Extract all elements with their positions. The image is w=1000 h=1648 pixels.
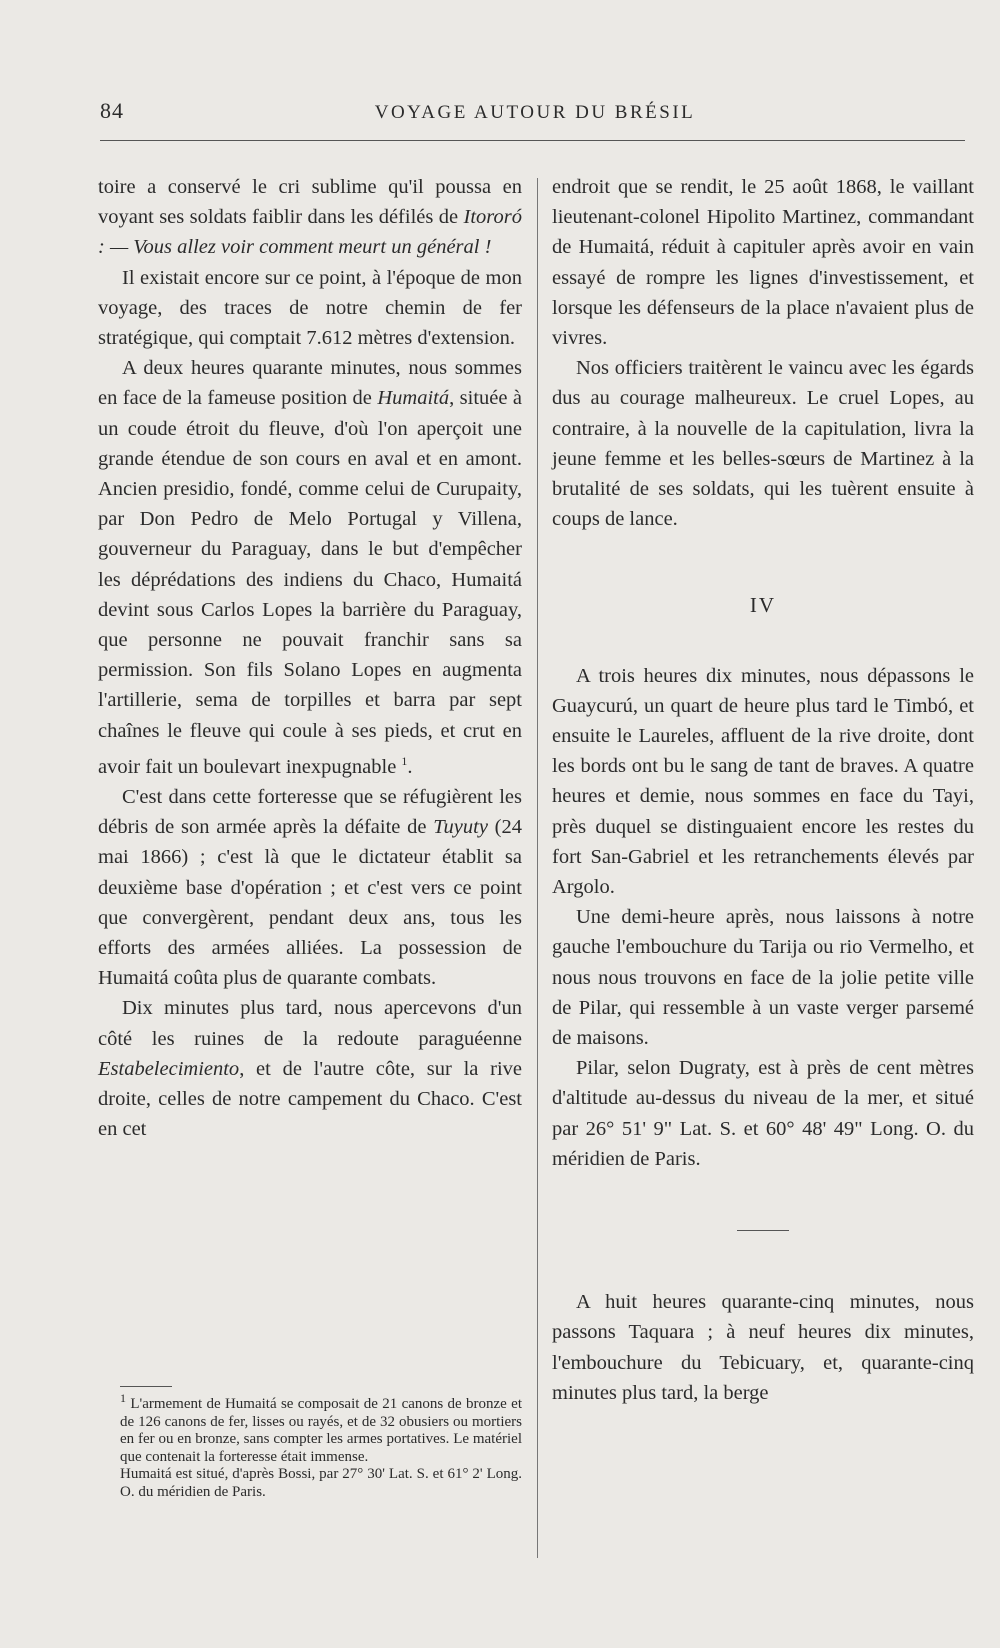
left-paragraph-4: C'est dans cette forteresse que se réfugièrent les débris de son armée après la défaite de Tuyuty (24 mai 1866) ; c'est là que le dictateur établit sa deuxième base d'opération ; et c'est vers ce point que convergèrent, pendant deux ans, tous les efforts des armées alliées. La possession de Humaitá coûta plus de quarante combats. [98, 785, 523, 990]
right-paragraph-1: endroit que se rendit, le 25 août 1868, le vaillant lieutenant-colonel Hipolito Martinez, commandant de Humaitá, réduit à capituler après avoir en vain essayé de rompre les lignes d'investissement, et lorsque les défenseurs de la place n'avaient plus de vivres. [552, 176, 974, 350]
right-paragraph-5: Pilar, selon Dugraty, est à près de cent mètres d'altitude au-dessus du niveau de la mer, et situé par 26° 51' 9" Lat. S. et 60° 48' 49" Long. O. du méridien de Paris. [552, 1057, 974, 1170]
footnotes [120, 1390, 522, 1501]
header-rule [100, 140, 965, 141]
left-paragraph-5: Dix minutes plus tard, nous apercevons d'un côté les ruines de la redoute paraguéenne Estabelecimiento, et de l'autre côte, sur la rive droite, celles de notre campement du Chaco. C'est en cet [98, 997, 522, 1141]
left-paragraph-2: Il existait encore sur ce point, à l'époque de mon voyage, des traces de notre chemin de fer stratégique, qui comptait 7.612 mètres d'extension. [98, 266, 522, 350]
page-number: 84 [100, 98, 124, 123]
right-paragraph-4: Une demi-heure après, nous laissons à notre gauche l'embouchure du Tarija ou rio Vermelho, et nous nous trouvons en face de la jolie petite ville de Pilar, qui ressemble à un vaste verger parsemé de maisons. [552, 906, 974, 1050]
page-header [100, 98, 970, 132]
footnote-1-continued: Humaitá est situé, d'après Bossi, par 27° 30' Lat. S. et 61° 2' Long. O. du méridien de Paris. [120, 1466, 522, 1500]
footnote-1: $^1$ L'armement de Humaitá se composait de 21 canons de bronze et de 126 canons de fer, lisses ou rayés, et de 32 obusiers ou mortiers en fer ou en bronze, sans compter les armes portatives. Le matériel que contenait la forteresse était immense. [120, 1391, 522, 1465]
footnote-rule [120, 1386, 172, 1387]
left-paragraph-1: toire a conservé le cri sublime qu'il poussa en voyant ses soldats faiblir dans les défilés de Itororó : — Vous allez voir comment meurt un général ! [98, 176, 522, 259]
right-paragraph-6: A huit heures quarante-cinq minutes, nous passons Taquara ; à neuf heures dix minutes, l'embouchure du Tebicuary, et, quarante-cinq minutes plus tard, la berge [552, 1291, 974, 1404]
section-heading: IV [749, 593, 777, 618]
left-column [98, 172, 522, 1144]
left-paragraph-3: A deux heures quarante minutes, nous sommes en face de la fameuse position de Humaitá, située à un coude étroit du fleuve, d'où l'on aperçoit une grande étendue de son cours en aval et en amont. Ancien presidio, fondé, comme celui de Curupaity, par Don Pedro de Melo Portugal y Villena, gouverneur du Paraguay, dans le but d'empêcher les déprédations des indiens du Chaco, Humaitá devint sous Carlos Lopes la barrière du Paraguay, que personne ne pouvait franchir sans sa permission. Son fils Solano Lopes en augmenta l'artillerie, sema de torpilles et barra par sept chaînes le fleuve qui coule à ses pieds, et crut en avoir fait un boulevart inexpugnable $^1$. [98, 357, 522, 778]
section-separator [737, 1230, 789, 1231]
right-column [552, 172, 974, 1408]
right-paragraph-2: Nos officiers traitèrent le vaincu avec les égards dus au courage malheureux. Le cruel Lopes, au contraire, à la nouvelle de la capitulation, livra la jeune femme et les belles-sœurs de Martinez à la brutalité de ses soldats, qui les tuèrent ensuite à coups de lance. [552, 357, 974, 531]
footnote-reference: 1 [401, 753, 408, 768]
column-divider [537, 178, 538, 1558]
running-title: VOYAGE AUTOUR DU BRÉSIL [374, 102, 696, 123]
right-paragraph-3: A trois heures dix minutes, nous dépassons le Guaycurú, un quart de heure plus tard le Timbó, et ensuite le Laureles, affluent de la rive droite, dont les bords ont bu le sang de tant de braves. A quatre heures et demie, nous sommes en face du Tayi, près duquel se distinguaient encore les restes du fort San-Gabriel et les retranchements élevés par Argolo. [552, 664, 974, 899]
